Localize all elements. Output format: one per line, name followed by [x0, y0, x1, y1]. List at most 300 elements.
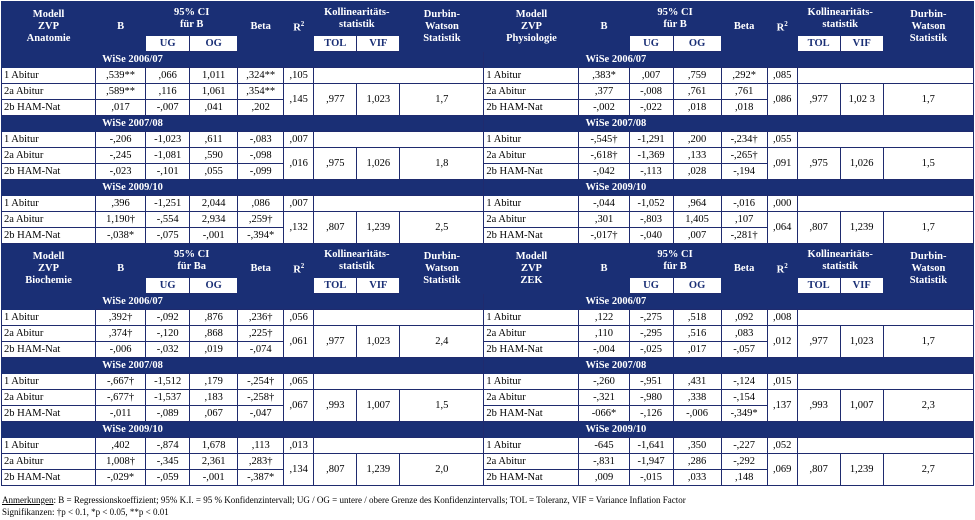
col-koll-header-line: statistik: [822, 18, 858, 30]
col-ci-header-line: 95% CI: [174, 248, 210, 260]
empty-cell: [797, 68, 973, 84]
b-value: ,402: [96, 438, 146, 454]
col-b-header: B: [96, 244, 146, 294]
row-label: 1 Abitur: [484, 132, 579, 148]
row-label: 2a Abitur: [2, 148, 96, 164]
r2-base: R: [776, 22, 785, 34]
og-value: ,041: [190, 100, 238, 116]
tol-value: ,993: [797, 390, 840, 422]
vif-value: 1,007: [840, 390, 883, 422]
b-value: -,206: [96, 132, 146, 148]
table-row: [2, 84, 974, 100]
row-label: 2a Abitur: [484, 212, 579, 228]
b-value: 1,190†: [96, 212, 146, 228]
vif-value: 1,023: [840, 326, 883, 358]
col-ug-header: UG: [146, 36, 190, 52]
og-value: ,759: [673, 68, 721, 84]
dw-value: 2,5: [400, 212, 484, 244]
vif-value: 1,239: [357, 454, 400, 486]
r2-value: ,132: [284, 212, 314, 244]
vif-value: 1,239: [840, 212, 883, 244]
beta-value: ,283†: [238, 454, 284, 470]
og-value: ,876: [190, 310, 238, 326]
col-tol-header: TOL: [314, 278, 357, 294]
vif-value: 1,007: [357, 390, 400, 422]
b-value: -,023: [96, 164, 146, 180]
footnote-label: Anmerkungen: [2, 495, 54, 505]
table-row: [2, 132, 974, 148]
col-og-header: OG: [190, 278, 238, 294]
row-label: 2b HAM-Nat: [484, 100, 579, 116]
col-tol-header: TOL: [314, 36, 357, 52]
col-dw-header: [400, 244, 484, 294]
ug-value: -,022: [629, 100, 673, 116]
r2-base: R: [776, 264, 785, 276]
row-label: 1 Abitur: [2, 132, 96, 148]
semester-label: WiSe 2007/08: [579, 358, 974, 374]
col-ci-header-line: für B: [179, 18, 204, 30]
tol-value: ,807: [797, 454, 840, 486]
r2-value: ,016: [284, 148, 314, 180]
ug-value: -,126: [629, 406, 673, 422]
semester-row: [2, 116, 974, 132]
col-koll-header: [314, 244, 400, 278]
dw-value: 1,7: [883, 84, 973, 116]
r2-value: ,052: [767, 438, 797, 454]
semester-row: [2, 294, 974, 310]
row-label: 2b HAM-Nat: [2, 406, 96, 422]
ug-value: -1,052: [629, 196, 673, 212]
model-title-line: Anatomie: [26, 32, 71, 44]
beta-value: ,354**: [238, 84, 284, 100]
tol-value: ,977: [314, 84, 357, 116]
beta-value: ,148: [721, 470, 767, 486]
ug-value: -,295: [629, 326, 673, 342]
ug-value: -1,537: [146, 390, 190, 406]
header-row: [2, 2, 974, 36]
dw-value: 2,7: [883, 454, 973, 486]
semester-label: WiSe 2007/08: [96, 358, 484, 374]
r2-base: R: [293, 264, 301, 276]
beta-value: ,292*: [721, 68, 767, 84]
regression-table-container: [1, 1, 974, 517]
row-label: 1 Abitur: [484, 310, 579, 326]
col-dw-header: [883, 244, 973, 294]
model-title-line: ZVP: [38, 20, 60, 32]
b-value: 1,008†: [96, 454, 146, 470]
beta-value: ,324**: [238, 68, 284, 84]
b-value: ,377: [579, 84, 629, 100]
b-value: ,383*: [579, 68, 629, 84]
col-dw-header-line: Statistik: [423, 32, 461, 44]
semester-label: WiSe 2006/07: [96, 294, 484, 310]
og-value: 2,361: [190, 454, 238, 470]
row-label: 2a Abitur: [484, 390, 579, 406]
r2-value: ,012: [767, 326, 797, 358]
b-value: -,006: [96, 342, 146, 358]
og-value: ,431: [673, 374, 721, 390]
b-value: ,122: [579, 310, 629, 326]
dw-value: 2,0: [400, 454, 484, 486]
semester-spacer: [484, 52, 579, 68]
col-vif-header: VIF: [840, 36, 883, 52]
col-dw-header-line: Watson: [424, 262, 459, 274]
r2-value: ,086: [767, 84, 797, 116]
tol-value: ,977: [797, 84, 840, 116]
b-value: -,038*: [96, 228, 146, 244]
col-vif-header: VIF: [840, 278, 883, 294]
beta-value: ,107: [721, 212, 767, 228]
model-title-line: Modell: [515, 8, 548, 20]
b-value: ,539**: [96, 68, 146, 84]
beta-value: -,057: [721, 342, 767, 358]
ug-value: -,059: [146, 470, 190, 486]
table-row: [2, 374, 974, 390]
og-value: 1,061: [190, 84, 238, 100]
footnote-text: : B = Regressionskoeffizient; 95% K.I. = 95 % Konfidenzintervall; UG / OG = untere / obere Grenze des Konfidenzintervalls; TOL = Toleranz, VIF = Variance Inflation Factor: [53, 495, 686, 505]
b-value: ,009: [579, 470, 629, 486]
model-title: [2, 2, 96, 52]
beta-value: -,098: [238, 148, 284, 164]
ug-value: -,101: [146, 164, 190, 180]
tol-value: ,807: [314, 454, 357, 486]
og-value: ,286: [673, 454, 721, 470]
dw-value: 1,7: [400, 84, 484, 116]
ug-value: -1,251: [146, 196, 190, 212]
dw-value: 1,5: [400, 390, 484, 422]
col-og-header: OG: [673, 36, 721, 52]
col-tol-header: TOL: [797, 278, 840, 294]
col-ci-header-line: 95% CI: [657, 248, 693, 260]
col-dw-header-line: Watson: [911, 262, 946, 274]
col-r2-header: [284, 2, 314, 52]
significance-note: Signifikanzen: †p < 0.1, *p < 0.05, **p < 0.01: [2, 507, 169, 517]
ug-value: -1,291: [629, 132, 673, 148]
b-value: -,245: [96, 148, 146, 164]
semester-label: WiSe 2009/10: [579, 180, 974, 196]
ug-value: -,120: [146, 326, 190, 342]
semester-spacer: [2, 294, 96, 310]
col-r2-header: [767, 2, 797, 52]
beta-value: ,092: [721, 310, 767, 326]
tol-value: ,977: [314, 326, 357, 358]
semester-spacer: [2, 52, 96, 68]
b-value: -,831: [579, 454, 629, 470]
empty-cell: [314, 374, 484, 390]
r2-value: ,061: [284, 326, 314, 358]
col-ug-header: UG: [629, 278, 673, 294]
og-value: ,179: [190, 374, 238, 390]
beta-value: -,047: [238, 406, 284, 422]
ug-value: ,116: [146, 84, 190, 100]
tol-value: ,807: [797, 212, 840, 244]
col-dw-header-line: Durbin-: [910, 250, 947, 262]
semester-spacer: [484, 358, 579, 374]
ug-value: ,007: [629, 68, 673, 84]
table-row: [2, 196, 974, 212]
empty-cell: [314, 132, 484, 148]
col-beta-header: Beta: [721, 244, 767, 294]
model-title: [484, 244, 579, 294]
col-koll-header-line: Kollinearitäts-: [324, 6, 390, 18]
dw-value: 1,7: [883, 326, 973, 358]
r2-value: ,069: [767, 454, 797, 486]
og-value: ,338: [673, 390, 721, 406]
tol-value: ,977: [797, 326, 840, 358]
col-ug-header: UG: [146, 278, 190, 294]
col-dw-header-line: Watson: [911, 20, 946, 32]
col-ci-header-line: für B: [663, 18, 687, 30]
b-value: -,029*: [96, 470, 146, 486]
table-row: [2, 326, 974, 342]
og-value: ,018: [673, 100, 721, 116]
og-value: 1,405: [673, 212, 721, 228]
col-ug-header: UG: [629, 36, 673, 52]
table-row: [2, 438, 974, 454]
col-b-header: B: [96, 2, 146, 52]
col-beta-header: Beta: [238, 2, 284, 52]
col-ci-header-line: für Ba: [177, 260, 206, 272]
row-label: 1 Abitur: [484, 196, 579, 212]
row-label: 1 Abitur: [2, 374, 96, 390]
beta-value: -,016: [721, 196, 767, 212]
col-ci-header: [146, 244, 238, 278]
model-title-line: Modell: [32, 8, 65, 20]
col-dw-header-line: Watson: [424, 20, 459, 32]
r2-sup: 2: [300, 262, 305, 271]
table-row: [2, 454, 974, 470]
col-ci-header-line: für B: [663, 260, 687, 272]
col-ci-header-line: 95% CI: [657, 6, 693, 18]
b-value: ,110: [579, 326, 629, 342]
col-beta-header: Beta: [238, 244, 284, 294]
ug-value: -,980: [629, 390, 673, 406]
b-value: ,301: [579, 212, 629, 228]
og-value: ,133: [673, 148, 721, 164]
beta-value: -,265†: [721, 148, 767, 164]
col-vif-header: VIF: [357, 278, 400, 294]
og-value: ,516: [673, 326, 721, 342]
b-value: -,618†: [579, 148, 629, 164]
dw-value: 2,3: [883, 390, 973, 422]
col-og-header: OG: [673, 278, 721, 294]
row-label: 2a Abitur: [2, 454, 96, 470]
og-value: 2,934: [190, 212, 238, 228]
r2-value: ,064: [767, 212, 797, 244]
col-koll-header: [797, 2, 883, 36]
b-value: -,260: [579, 374, 629, 390]
empty-cell: [797, 438, 973, 454]
b-value: -,677†: [96, 390, 146, 406]
og-value: ,033: [673, 470, 721, 486]
semester-label: WiSe 2007/08: [96, 116, 484, 132]
r2-value: ,000: [767, 196, 797, 212]
r2-sup: 2: [784, 20, 788, 29]
empty-cell: [314, 310, 484, 326]
vif-value: 1,239: [357, 212, 400, 244]
col-dw-header-line: Durbin-: [423, 250, 460, 262]
col-r2-header: [284, 244, 314, 294]
r2-value: ,055: [767, 132, 797, 148]
beta-value: ,083: [721, 326, 767, 342]
col-dw-header-line: Statistik: [909, 274, 948, 286]
og-value: 1,678: [190, 438, 238, 454]
beta-value: -,394*: [238, 228, 284, 244]
col-ci-header: [629, 244, 721, 278]
row-label: 2b HAM-Nat: [484, 164, 579, 180]
col-koll-header-line: Kollinearitäts-: [807, 6, 873, 18]
semester-spacer: [2, 422, 96, 438]
col-tol-header: TOL: [797, 36, 840, 52]
empty-cell: [797, 374, 973, 390]
og-value: ,067: [190, 406, 238, 422]
beta-value: ,236†: [238, 310, 284, 326]
col-b-header: B: [579, 2, 629, 52]
tol-value: ,807: [314, 212, 357, 244]
semester-spacer: [2, 358, 96, 374]
col-dw-header: [883, 2, 973, 52]
model-title-line: Biochemie: [25, 274, 72, 286]
col-koll-header-line: statistik: [822, 260, 858, 272]
col-koll-header-line: statistik: [338, 18, 375, 30]
r2-value: ,008: [767, 310, 797, 326]
row-label: 2a Abitur: [484, 454, 579, 470]
col-og-header: OG: [190, 36, 238, 52]
r2-sup: 2: [300, 20, 305, 29]
b-value: -,042: [579, 164, 629, 180]
row-label: 2a Abitur: [2, 84, 96, 100]
beta-value: ,259†: [238, 212, 284, 228]
row-label: 2b HAM-Nat: [484, 406, 579, 422]
semester-spacer: [484, 180, 579, 196]
r2-sup: 2: [784, 262, 788, 271]
row-label: 2a Abitur: [2, 326, 96, 342]
row-label: 2b HAM-Nat: [2, 470, 96, 486]
og-value: ,611: [190, 132, 238, 148]
empty-cell: [797, 310, 973, 326]
semester-row: [2, 180, 974, 196]
col-ci-header: [629, 2, 721, 36]
b-value: -,004: [579, 342, 629, 358]
og-value: ,007: [673, 228, 721, 244]
model-title-line: Modell: [515, 250, 548, 262]
ug-value: -,554: [146, 212, 190, 228]
vif-value: 1,02 3: [840, 84, 883, 116]
table-row: [2, 310, 974, 326]
row-label: 1 Abitur: [2, 68, 96, 84]
semester-label: WiSe 2009/10: [96, 422, 484, 438]
empty-cell: [314, 68, 484, 84]
row-label: 2a Abitur: [484, 148, 579, 164]
og-value: 1,011: [190, 68, 238, 84]
r2-value: ,091: [767, 148, 797, 180]
beta-value: -,074: [238, 342, 284, 358]
dw-value: 2,4: [400, 326, 484, 358]
col-b-header: B: [579, 244, 629, 294]
ug-value: -,007: [146, 100, 190, 116]
col-dw-header-line: Durbin-: [423, 8, 460, 20]
ug-value: -,803: [629, 212, 673, 228]
r2-value: ,134: [284, 454, 314, 486]
col-koll-header-line: Kollinearitäts-: [324, 248, 390, 260]
col-dw-header-line: Statistik: [909, 32, 948, 44]
r2-value: ,065: [284, 374, 314, 390]
model-title: [484, 2, 579, 52]
ug-value: -1,512: [146, 374, 190, 390]
ug-value: -1,081: [146, 148, 190, 164]
semester-spacer: [484, 422, 579, 438]
r2-value: ,145: [284, 84, 314, 116]
col-vif-header: VIF: [357, 36, 400, 52]
col-ci-header-line: 95% CI: [174, 6, 210, 18]
ug-value: ,066: [146, 68, 190, 84]
table-row: [2, 148, 974, 164]
row-label: 2b HAM-Nat: [484, 470, 579, 486]
semester-spacer: [484, 116, 579, 132]
table-row: [2, 390, 974, 406]
ug-value: -,075: [146, 228, 190, 244]
og-value: -,001: [190, 228, 238, 244]
b-value: -,545†: [579, 132, 629, 148]
ug-value: -,874: [146, 438, 190, 454]
tol-value: ,975: [797, 148, 840, 180]
og-value: -,006: [673, 406, 721, 422]
tol-value: ,993: [314, 390, 357, 422]
ug-value: -1,947: [629, 454, 673, 470]
dw-value: 1,5: [883, 148, 973, 180]
empty-cell: [314, 196, 484, 212]
b-value: -645: [579, 438, 629, 454]
og-value: ,350: [673, 438, 721, 454]
beta-value: -,281†: [721, 228, 767, 244]
og-value: ,761: [673, 84, 721, 100]
row-label: 2b HAM-Nat: [484, 228, 579, 244]
r2-value: ,015: [767, 374, 797, 390]
semester-label: WiSe 2006/07: [579, 294, 974, 310]
beta-value: -,292: [721, 454, 767, 470]
semester-spacer: [2, 116, 96, 132]
empty-cell: [797, 132, 973, 148]
col-beta-header: Beta: [721, 2, 767, 52]
beta-value: ,225†: [238, 326, 284, 342]
semester-label: WiSe 2009/10: [96, 180, 484, 196]
beta-value: ,018: [721, 100, 767, 116]
table-row: [2, 212, 974, 228]
col-koll-header-line: statistik: [338, 260, 375, 272]
b-value: ,396: [96, 196, 146, 212]
semester-row: [2, 52, 974, 68]
beta-value: -,083: [238, 132, 284, 148]
row-label: 2b HAM-Nat: [2, 164, 96, 180]
og-value: ,019: [190, 342, 238, 358]
og-value: -,001: [190, 470, 238, 486]
tol-value: ,975: [314, 148, 357, 180]
model-title: [2, 244, 96, 294]
semester-label: WiSe 2009/10: [579, 422, 974, 438]
r2-value: ,105: [284, 68, 314, 84]
og-value: ,183: [190, 390, 238, 406]
ug-value: -1,369: [629, 148, 673, 164]
ug-value: -,951: [629, 374, 673, 390]
r2-value: ,056: [284, 310, 314, 326]
ug-value: -,032: [146, 342, 190, 358]
dw-value: 1,7: [883, 212, 973, 244]
b-value: ,589**: [96, 84, 146, 100]
row-label: 2a Abitur: [2, 390, 96, 406]
header-row: [2, 244, 974, 278]
empty-cell: [797, 196, 973, 212]
beta-value: -,258†: [238, 390, 284, 406]
